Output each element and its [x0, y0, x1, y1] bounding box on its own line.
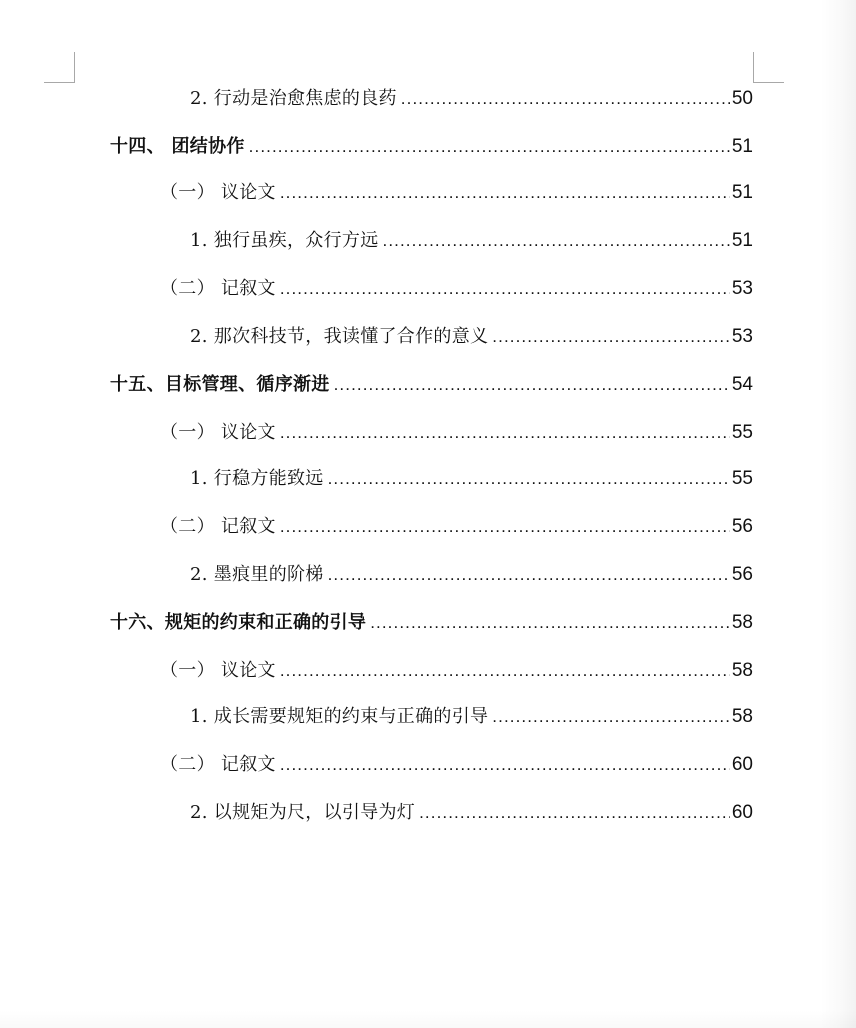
dot-leader — [370, 613, 730, 633]
toc-entry[interactable] — [190, 560, 753, 590]
toc-entry-page: 50 — [731, 88, 753, 109]
toc-entry[interactable] — [190, 322, 753, 352]
toc-entry-page: 55 — [731, 422, 753, 443]
toc-entry-page: 58 — [731, 660, 753, 681]
toc-entry-title: 2. 那次科技节，我读懂了合作的意义 — [190, 326, 489, 347]
toc-entry-page: 60 — [731, 754, 753, 775]
toc-entry-title: （一） 议论文 — [160, 422, 276, 443]
toc-entry-title: （一） 议论文 — [160, 660, 276, 681]
toc-entry[interactable] — [160, 750, 753, 780]
toc-entry-page: 51 — [731, 230, 753, 251]
toc-entry[interactable] — [160, 178, 753, 208]
toc-entry-page: 60 — [731, 802, 753, 823]
toc-entry-title: 2. 墨痕里的阶梯 — [190, 564, 324, 585]
toc-entry-title: （二） 记叙文 — [160, 754, 276, 775]
page-edge-shadow — [820, 0, 856, 1028]
toc-entry[interactable] — [160, 274, 753, 304]
toc-entry-title: 十五、目标管理、循序渐进 — [110, 374, 330, 395]
toc-entry[interactable] — [110, 132, 753, 162]
crop-mark-top-right — [753, 52, 784, 83]
toc-entry-title: 十四、 团结协作 — [110, 136, 245, 157]
toc-entry-page: 51 — [731, 136, 753, 157]
toc-entry[interactable] — [190, 226, 753, 256]
dot-leader — [419, 803, 730, 823]
toc-entry-page: 54 — [731, 374, 753, 395]
dot-leader — [280, 423, 730, 443]
toc-entry-title: 1. 独行虽疾，众行方远 — [190, 230, 379, 251]
toc-entry-title: （二） 记叙文 — [160, 516, 276, 537]
dot-leader — [280, 183, 730, 203]
toc-entry[interactable] — [190, 84, 753, 114]
dot-leader — [492, 327, 730, 347]
toc-entry-page: 53 — [731, 278, 753, 299]
toc-entry-page: 53 — [731, 326, 753, 347]
page-bottom-shade — [0, 1010, 856, 1028]
toc-entry[interactable] — [110, 608, 753, 638]
toc-entry[interactable] — [160, 656, 753, 686]
toc-entry-title: 十六、规矩的约束和正确的引导 — [110, 612, 367, 633]
toc-entry[interactable] — [160, 418, 753, 448]
toc-entry-title: （一） 议论文 — [160, 182, 276, 203]
toc-entry-page: 58 — [731, 706, 753, 727]
dot-leader — [249, 137, 730, 157]
dot-leader — [334, 375, 730, 395]
toc-entry-title: （二） 记叙文 — [160, 278, 276, 299]
toc-entry[interactable] — [110, 370, 753, 400]
dot-leader — [280, 279, 730, 299]
toc-entry-page: 56 — [731, 516, 753, 537]
dot-leader — [492, 707, 730, 727]
toc-entry[interactable] — [190, 464, 753, 494]
toc-entry[interactable] — [160, 512, 753, 542]
dot-leader — [280, 517, 730, 537]
toc-entry-title: 1. 行稳方能致远 — [190, 468, 324, 489]
dot-leader — [401, 89, 730, 109]
toc-entry-page: 51 — [731, 182, 753, 203]
dot-leader — [383, 231, 730, 251]
toc-entry-title: 2. 行动是治愈焦虑的良药 — [190, 88, 397, 109]
toc-entry[interactable] — [190, 702, 753, 732]
dot-leader — [328, 469, 730, 489]
dot-leader — [280, 661, 730, 681]
toc-entry[interactable] — [190, 798, 753, 828]
toc-entry-page: 58 — [731, 612, 753, 633]
toc-entry-page: 55 — [731, 468, 753, 489]
dot-leader — [280, 755, 730, 775]
toc-entry-page: 56 — [731, 564, 753, 585]
crop-mark-top-left — [44, 52, 75, 83]
dot-leader — [328, 565, 730, 585]
toc-entry-title: 1. 成长需要规矩的约束与正确的引导 — [190, 706, 489, 727]
toc-entry-title: 2. 以规矩为尺，以引导为灯 — [190, 802, 416, 823]
